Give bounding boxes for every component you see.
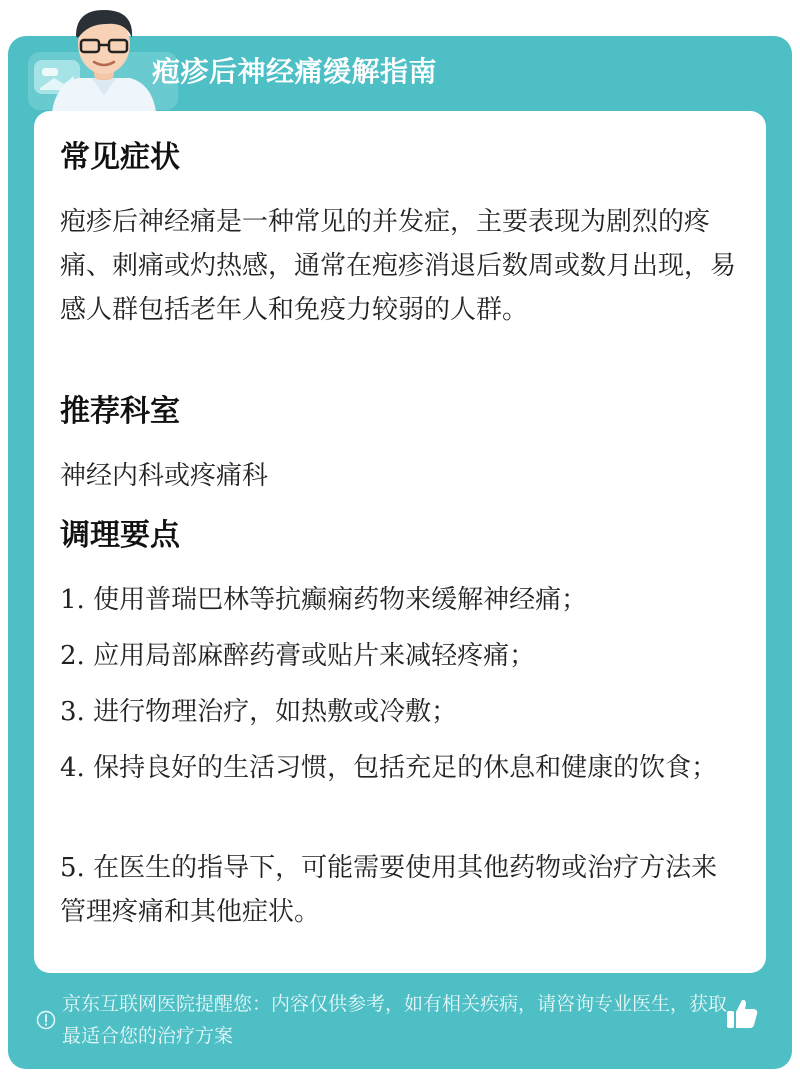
- care-item-text: 进行物理治疗，如热敷或冷敷；: [93, 697, 458, 727]
- care-heading: 调理要点: [60, 518, 180, 553]
- symptoms-text: 疱疹后神经痛是一种常见的并发症，主要表现为剧烈的疼痛、刺痛或灼热感，通常在疱疹消退后数周或数月出现，易感人群包括老年人和免疫力较弱的人群。: [60, 207, 737, 325]
- care-item-number: 1.: [60, 585, 85, 615]
- care-item-text: 应用局部麻醉药膏或贴片来减轻疼痛；: [93, 641, 536, 671]
- department-heading: 推荐科室: [60, 394, 180, 429]
- thumbs-up-icon[interactable]: [724, 996, 760, 1032]
- department-text: 神经内科或疼痛科: [60, 461, 269, 491]
- info-icon: [36, 1010, 56, 1030]
- disclaimer-notice: 京东互联网医院提醒您：内容仅供参考，如有相关疾病，请咨询专业医生，获取最适合您的治疗方案: [62, 993, 728, 1047]
- care-item-2: [60, 634, 740, 678]
- care-item-number: 3.: [60, 697, 85, 727]
- care-item-text: 使用普瑞巴林等抗癫痫药物来缓解神经痛；: [93, 585, 588, 615]
- care-item-number: 4.: [60, 753, 85, 783]
- care-item-4: [60, 746, 740, 790]
- care-item-5: [60, 846, 740, 934]
- page-title: 疱疹后神经痛缓解指南: [152, 55, 438, 88]
- care-item-3: [60, 690, 740, 734]
- care-item-text: 在医生的指导下，可能需要使用其他药物或治疗方法来管理疼痛和其他症状。: [60, 853, 718, 927]
- doctor-avatar-icon: [48, 4, 160, 112]
- care-item-1: [60, 578, 740, 622]
- care-item-number: 2.: [60, 641, 85, 671]
- care-item-text: 保持良好的生活习惯，包括充足的休息和健康的饮食；: [93, 753, 718, 783]
- care-item-number: 5.: [60, 853, 85, 883]
- symptoms-heading: 常见症状: [60, 140, 180, 175]
